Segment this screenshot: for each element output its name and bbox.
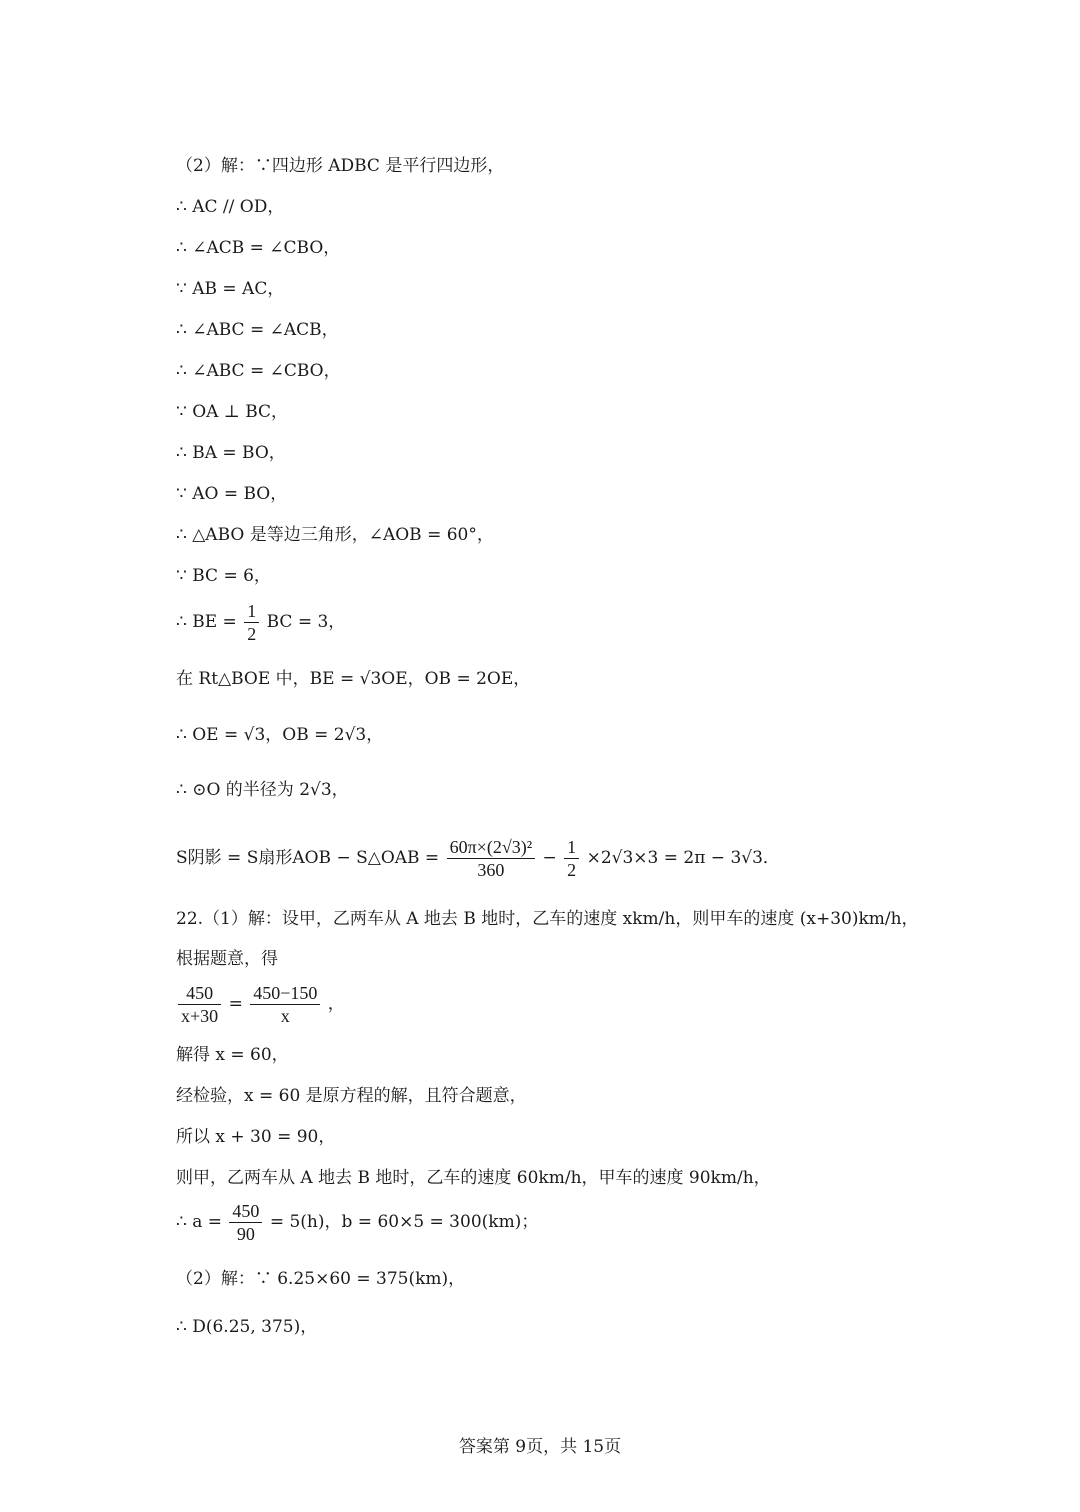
comma: ， bbox=[327, 994, 345, 1014]
fraction bbox=[229, 1200, 262, 1245]
solution-line: ∴ ∠ACB = ∠CBO， bbox=[176, 238, 341, 258]
solution-line: 在 Rt△BOE 中，BE = √3OE，OB = 2OE， bbox=[176, 669, 531, 689]
solution-line-fraction bbox=[176, 600, 345, 645]
solution-line: ∴ BA = BO， bbox=[176, 443, 286, 463]
solution-line: （2）解：∵ 6.25×60 = 375(km)， bbox=[176, 1269, 466, 1289]
solution-line-fraction bbox=[176, 1200, 538, 1245]
fraction bbox=[178, 982, 221, 1027]
page-footer: 答案第 9页，共 15页 bbox=[458, 1437, 622, 1457]
solution-line: 经检验，x = 60 是原方程的解，且符合题意， bbox=[176, 1086, 527, 1106]
fraction bbox=[447, 836, 536, 881]
solution-line: 根据题意，得 bbox=[176, 949, 278, 969]
fraction-numerator: 450 bbox=[229, 1200, 262, 1223]
fraction bbox=[250, 982, 320, 1027]
expression-text: = 5(h)，b = 60×5 = 300(km)； bbox=[269, 1212, 539, 1232]
fraction-denominator: 90 bbox=[236, 1224, 255, 1244]
equation-line bbox=[176, 982, 345, 1027]
expression-text: BC = 3， bbox=[266, 612, 346, 632]
solution-line: ∴ △ABO 是等边三角形，∠AOB = 60°， bbox=[176, 525, 494, 545]
fraction-numerator: 450−150 bbox=[250, 982, 320, 1005]
equals-sign: = bbox=[228, 994, 243, 1014]
fraction-denominator: 360 bbox=[477, 860, 505, 880]
fraction-numerator: 60π×(2√3)² bbox=[447, 836, 536, 859]
expression-text: ×2√3×3 = 2π − 3√3． bbox=[586, 848, 780, 868]
solution-line: ∴ AC // OD， bbox=[176, 197, 285, 217]
fraction bbox=[244, 600, 259, 645]
solution-line: ∵ OA ⊥ BC， bbox=[176, 402, 289, 422]
solution-line: 22.（1）解：设甲，乙两车从 A 地去 B 地时，乙车的速度 xkm/h，则甲车的速度 (x+30)km/h， bbox=[176, 909, 919, 929]
solution-line: （2）解：∵四边形 ADBC 是平行四边形， bbox=[176, 156, 505, 176]
fraction-denominator: 2 bbox=[567, 860, 577, 880]
solution-line: 则甲，乙两车从 A 地去 B 地时，乙车的速度 60km/h，甲车的速度 90km/h， bbox=[176, 1168, 771, 1188]
solution-line: 所以 x + 30 = 90， bbox=[176, 1127, 336, 1147]
fraction-numerator: 1 bbox=[564, 836, 579, 859]
solution-line: ∵ AB = AC， bbox=[176, 279, 285, 299]
area-formula-line bbox=[176, 836, 780, 881]
solution-line: ∴ D(6.25, 375)， bbox=[176, 1317, 318, 1337]
solution-line: 解得 x = 60， bbox=[176, 1045, 289, 1065]
expression-text: ∴ BE = bbox=[176, 612, 237, 632]
fraction-numerator: 1 bbox=[244, 600, 259, 623]
fraction bbox=[564, 836, 579, 881]
fraction-denominator: x+30 bbox=[181, 1006, 219, 1026]
solution-line: ∴ ∠ABC = ∠ACB， bbox=[176, 320, 339, 340]
solution-line: ∴ OE = √3，OB = 2√3， bbox=[176, 725, 384, 745]
fraction-numerator: 450 bbox=[178, 982, 221, 1005]
fraction-denominator: x bbox=[280, 1006, 290, 1026]
expression-text: S阴影 = S扇形AOB − S△OAB = bbox=[176, 848, 440, 868]
solution-line: ∴ ⊙O 的半径为 2√3， bbox=[176, 780, 349, 800]
solution-line: ∴ ∠ABC = ∠CBO， bbox=[176, 361, 341, 381]
expression-text: − bbox=[542, 848, 557, 868]
expression-text: ∴ a = bbox=[176, 1212, 223, 1232]
fraction-denominator: 2 bbox=[247, 624, 257, 644]
solution-line: ∵ AO = BO， bbox=[176, 484, 288, 504]
solution-line: ∵ BC = 6， bbox=[176, 566, 271, 586]
